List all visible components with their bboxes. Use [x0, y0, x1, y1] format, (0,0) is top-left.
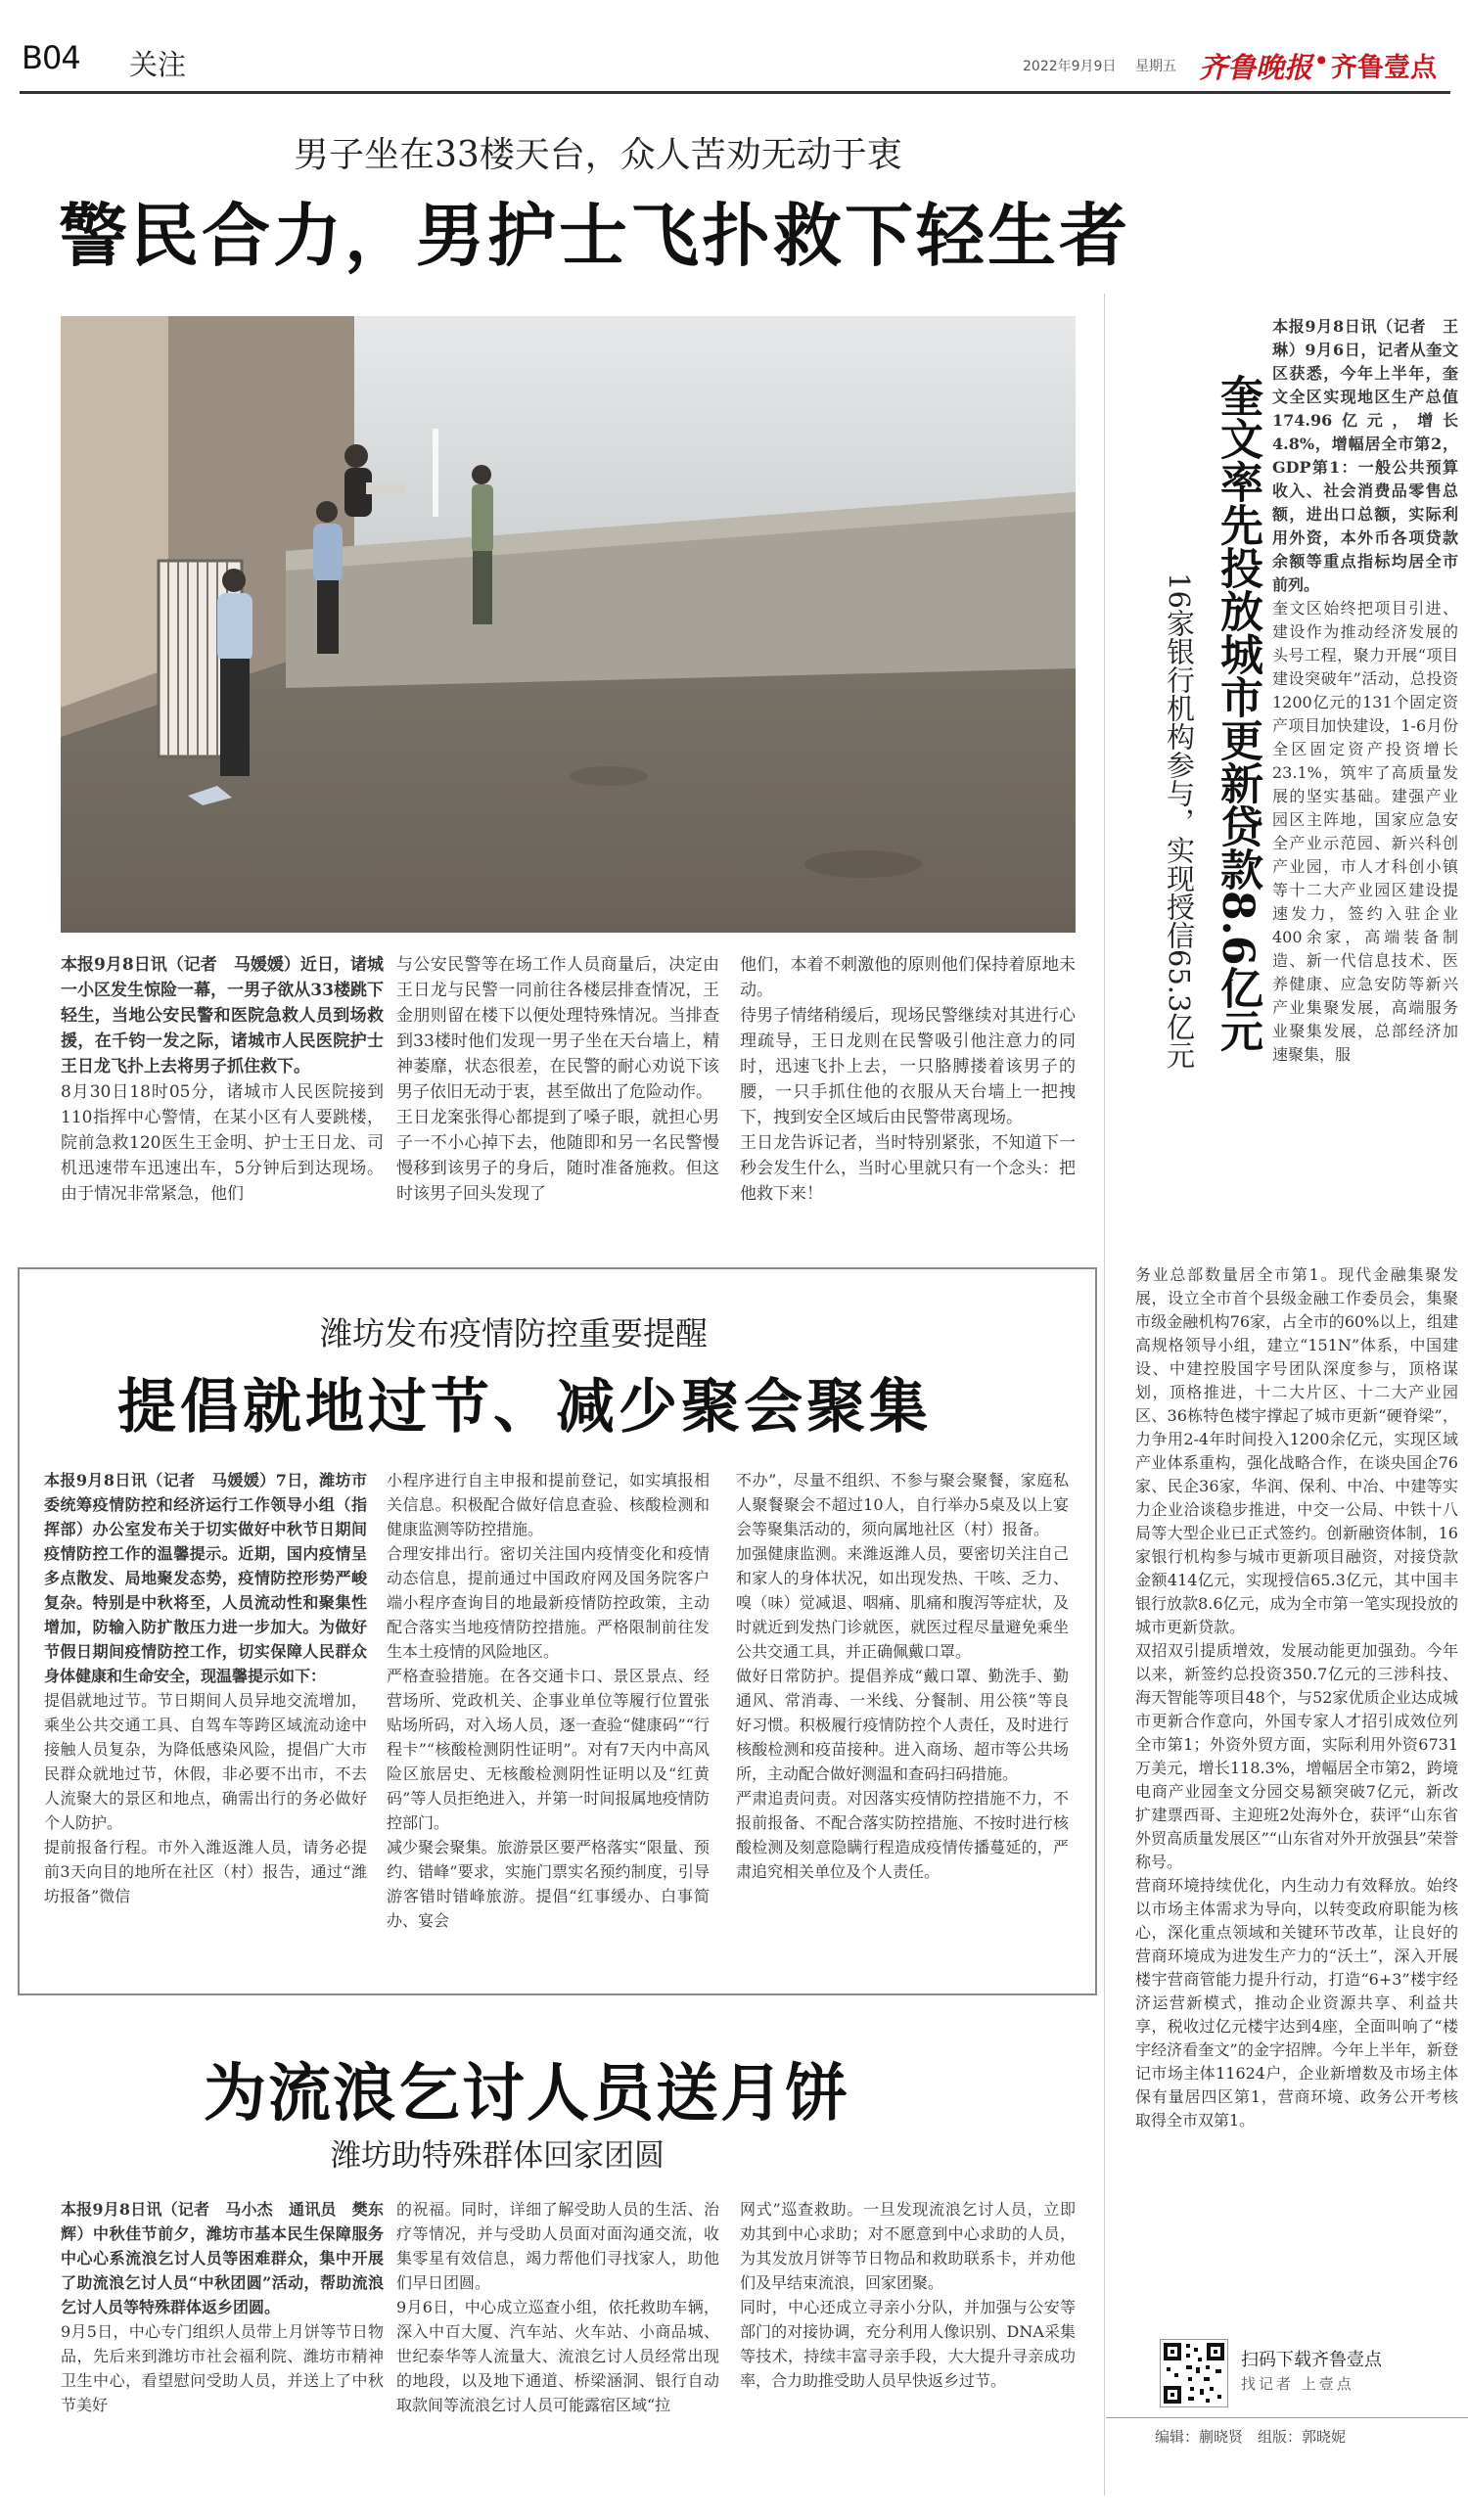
- issue-date: 2022年9月9日: [1023, 59, 1117, 74]
- story1-subtitle: 男子坐在33楼天台，众人苦劝无动于衷: [294, 135, 902, 175]
- story2-paragraph: 减少聚会聚集。旅游景区要严格落实“限量、预约、错峰”要求，实施门票实名预约制度，引导游客错时错峰旅游。提倡“红事缓办、白事简办、宴会: [387, 1838, 710, 1930]
- story2-column-1: [44, 1468, 367, 1908]
- story2-lead: 本报9月8日讯（记者 马媛媛）7日，潍坊市委统筹疫情防控和经济运行工作领导小组（指挥部）办公室发布关于切实做好中秋节日期间疫情防控工作的温馨提示。近期，国内疫情呈多点散发、局地聚发态势，疫情防控形势严峻复杂。特别是中秋将至，人员流动性和聚集性增加，防输入防扩散压力进一步加大。为做好节假日期间疫情防控工作，切实保障人民群众身体健康和生命安全，现温馨提示如下：: [44, 1471, 367, 1685]
- story4-paragraph: 双招双引提质增效，发展动能更加强劲。今年以来，新签约总投资350.7亿元的三涉科技、海天智能等项目48个，与52家优质企业达成城市更新合作意向，外国专家人才招引成效位列全市第1；外资外贸方面，实际利用外资6731万美元，增长118.3%，增幅居全市第2，跨境电商产业园奎文分园交易额突破7亿元，新改扩建票西哥、主迎班2处海外仓，获评“山东省外贸高质量发展区”“山东省对外开放强县”荣誉称号。: [1135, 1641, 1458, 1871]
- story1-paragraph: 8月30日18时05分，诸城市人民医院接到110指挥中心警情，在某小区有人要跳楼，院前急救120医生王金明、护士王日龙、司机迅速带车迅速出车，5分钟后到达现场。由于情况非常紧急，他们: [61, 1082, 384, 1204]
- story2-column-3: [736, 1468, 1069, 1884]
- qr-caption: 扫码下载齐鲁壹点: [1241, 2350, 1382, 2370]
- story2-paragraph: 小程序进行自主申报和提前登记，如实填报相关信息。积极配合做好信息查验、核酸检测和健康监测等防控措施。: [387, 1471, 710, 1538]
- story4-subtitle: 16家银行机构参与，实现授信65.3亿元: [1163, 573, 1196, 1070]
- page-number: B04: [22, 39, 80, 76]
- story1-paragraph: 王日龙案张得心都提到了嗓子眼，就担心男子一不小心掉下去，他随即和另一名民警慢慢移到该男子的身后，随时准备施救。但这时该男子回头发现了: [396, 1108, 719, 1204]
- issue-weekday: 星期五: [1135, 59, 1176, 74]
- section-label: 关注: [129, 48, 187, 81]
- story2-paragraph: 做好日常防护。提倡养成“戴口罩、勤洗手、勤通风、常消毒、一米线、分餐制、用公筷”等良好习惯。积极履行疫情防控个人责任，及时进行核酸检测和疫苗接种。进入商场、超市等公共场所，主动配合做好测温和查码扫码措施。: [736, 1667, 1069, 1783]
- story3-paragraph: 网式”巡查救助。一旦发现流浪乞讨人员，立即劝其到中心求助；对不愿意到中心求助的人员，为其发放月饼等节日物品和救助联系卡，并劝他们及早结束流浪，回家团聚。: [740, 2200, 1076, 2292]
- story3-column-1: [61, 2197, 384, 2417]
- story2-column-2: [387, 1468, 710, 1933]
- story4-headline: 奎文率先投放城市更新贷款8.6亿元: [1213, 374, 1262, 1052]
- story3-headline: 为流浪乞讨人员送月饼: [204, 2057, 849, 2131]
- story2-paragraph: 合理安排出行。密切关注国内疫情变化和疫情动态信息，提前通过中国政府网及国务院客户端小程序查询目的地最新疫情防控政策，主动配合落实当地疫情防控措施。严格限制前往发生本土疫情的风险地区。: [387, 1544, 710, 1661]
- qr-code-icon: [1161, 2340, 1227, 2406]
- story1-paragraph: 与公安民警等在场工作人员商量后，决定由王日龙与民警一同前往各楼层排查情况，王金朋则留在楼下以便处理特殊情况。当排查到33楼时他们发现一男子坐在天台墙上，精神萎靡，状态很差，在民警的耐心劝说下该男子依旧无动于衷，甚至做出了危险动作。: [396, 955, 719, 1102]
- story2-paragraph: 加强健康监测。来潍返潍人员，要密切关注自己和家人的身体状况，如出现发热、干咳、乏力、嗅（味）觉减退、咽痛、肌痛和腹泻等症状，及时就近到发热门诊就医，就医过程尽量避免乘坐公共交通工具，并正确佩戴口罩。: [736, 1544, 1069, 1661]
- editor-credit: 编辑：蒯晓贤 组版：郭晓妮: [1155, 2428, 1347, 2446]
- story1-headline: 警民合力，男护士飞扑救下轻生者: [59, 195, 1130, 276]
- story3-subtitle: 潍坊助特殊群体回家团圆: [331, 2138, 665, 2174]
- rooftop-rescue-photo: [61, 316, 1076, 933]
- story1-paragraph: 王日龙告诉记者，当时特别紧张，不知道下一秒会发生什么，当时心里就只有一个念头：把他救下来！: [740, 1133, 1076, 1204]
- page-header: [0, 0, 1468, 90]
- story2-paragraph: 提前报备行程。市外入潍返潍人员，请务必提前3天向目的地所在社区（村）报告，通过“潍坊报备”微信: [44, 1838, 367, 1905]
- story1-column-3: [740, 952, 1076, 1207]
- story3-paragraph: 同时，中心还成立寻亲小分队，并加强与公安等部门的对接协调，充分利用人像识别、DNA采集等技术，持续丰富寻亲手段，大大提升寻亲成功率，合力助推受助人员早快返乡过节。: [740, 2298, 1076, 2390]
- story4-paragraph: 奎文区始终把项目引进、建设作为推动经济发展的头号工程，聚力开展“项目建设突破年”活动，总投资1200亿元的131个固定资产项目加快建设，1-6月份全区固定资产投资增长23.1%，筑牢了高质量发展的坚实基础。建强产业园区主阵地，国家应急安全产业示范园、新兴科创产业园，市人才科创小镇等十二大产业园区建设提速发力，签约入驻企业400余家，高端装备制造、新一代信息技术、医养健康、应急安防等新兴产业集聚发展，高端服务业聚集发展，总部经济加速聚集，服: [1272, 599, 1458, 1064]
- story4-narrow-column: [1272, 315, 1458, 1067]
- story4-lead: 本报9月8日讯（记者 王琳）9月6日，记者从奎文区获悉，今年上半年，奎文全区实现地区生产总值174.96亿元，增长4.8%，增幅居全市第2，GDP第1：一般公共预算收入、社会消费品零售总额，进出口总额，实际利用外资，本外币各项贷款余额等重点指标均居全市前列。: [1272, 317, 1458, 594]
- footer-rule: [1106, 2417, 1468, 2418]
- story1-paragraph: 待男子情绪稍缓后，现场民警继续对其进行心理疏导，王日龙则在民警吸引他注意力的同时，迅速飞扑上去，一只胳膊搂着该男子的腰，一只手抓住他的衣服从天台墙上一把拽下，拽到安全区域后由民警带离现场。: [740, 1006, 1076, 1127]
- column-divider: [1104, 294, 1105, 2496]
- news-photo: [61, 316, 1076, 933]
- app-logo: 齐鲁壹点: [1331, 53, 1437, 83]
- story1-paragraph: 他们，本着不刺激他的原则他们保持着原地未动。: [740, 955, 1076, 1000]
- header-rule: [20, 91, 1450, 94]
- qr-code[interactable]: [1160, 2339, 1228, 2407]
- story4-wide-column: [1135, 1263, 1458, 2132]
- logo-separator: •: [1313, 45, 1330, 77]
- story2-paragraph: 严肃追责问责。对因落实疫情防控措施不力，不报前报备、不配合落实防控措施、不按时进行核酸检测及刻意隐瞒行程造成疫情传播蔓延的，严肃追究相关单位及个人责任。: [736, 1789, 1069, 1881]
- story2-subtitle: 潍坊发布疫情防控重要提醒: [320, 1314, 708, 1352]
- story1-column-2: [396, 952, 719, 1207]
- story3-lead: 本报9月8日讯（记者 马小杰 通讯员 樊东辉）中秋佳节前夕，潍坊市基本民生保障服务中心心系流浪乞讨人员等困难群众，集中开展了助流浪乞讨人员“中秋团圆”活动，帮助流浪乞讨人员等特殊群体返乡团圆。: [61, 2200, 384, 2316]
- story3-column-3: [740, 2197, 1076, 2393]
- story1-column-1: [61, 952, 384, 1207]
- story2-paragraph: 提倡就地过节。节日期间人员异地交流增加，乘坐公共交通工具、自驾车等跨区域流动途中接触人员复杂，为降低感染风险，提倡广大市民群众就地过节，休假，非必要不出市，不去人流聚大的景区和地点，确需出行的务必做好个人防护。: [44, 1691, 367, 1832]
- story3-paragraph: 9月6日，中心成立巡查小组，依托救助车辆，深入中百大厦、汽车站、火车站、小商品城、世纪泰华等人流量大、流浪乞讨人员经常出现的地段，以及地下通道、桥梁涵洞、银行自动取款间等流浪乞讨人员可能露宿区域“拉: [396, 2298, 719, 2414]
- story1-lead: 本报9月8日讯（记者 马媛媛）近日，诸城一小区发生惊险一幕，一男子欲从33楼跳下轻生，当地公安民警和医院急救人员到场救援，在千钧一发之际，诸城市人民医院护士王日龙飞扑上去将男子抓住救下。: [61, 955, 384, 1077]
- story4-paragraph: 务业总部数量居全市第1。现代金融集聚发展，设立全市首个县级金融工作委员会，集聚市级金融机构76家，占全市的60%以上，组建高规格领导小组，建立“151N”体系，中国建设、中建控股国字号团队深度参与，顶格谋划，顶格推进，十二大片区、十二大产业园区、36栋特色楼宇撑起了城市更新“硬脊梁”，力争用2-4年时间投入1200余亿元，实现区域产业体系重构，强化战略合作，在谈央国企76家、民企36家，华润、保利、中冶、中建等实力企业洽谈稳步推进，中交一公局、中铁十八局等大型企业已正式签约。创新融资体制，16家银行机构参与城市更新项目融资，对接贷款金额414亿元，实现授信65.3亿元，其中国丰银行放款8.6亿元，成为全市第一笔实现投放的城市更新贷款。: [1135, 1265, 1458, 1636]
- qr-slogan: 找记者 上壹点: [1241, 2375, 1354, 2393]
- story3-paragraph: 9月5日，中心专门组织人员带上月饼等节日物品，先后来到潍坊市社会福利院、潍坊市精神卫生中心，看望慰问受助人员，并送上了中秋节美好: [61, 2322, 384, 2414]
- story3-column-2: [396, 2197, 719, 2417]
- story2-headline: 提倡就地过节、减少聚会聚集: [117, 1373, 932, 1442]
- story4-paragraph: 营商环境持续优化，内生动力有效释放。始终以市场主体需求为导向，以转变政府职能为核心，深化重点领域和关键环节改革，让良好的营商环境成为进发生产力的“沃土”，深入开展楼宇营商管能力提升行动，打造“6+3”楼宇经济运营新模式，推动企业资源共享、利益共享，税收过亿元楼宇达到4座，全面叫响了“楼宇经济看奎文”的金字招牌。今年上半年，新登记市场主体11624户，企业新增数及市场主体保有量居四区第1，营商环境、政务公开考核取得全市双第1。: [1135, 1876, 1458, 2130]
- story3-paragraph: 的祝福。同时，详细了解受助人员的生活、治疗等情况，并与受助人员面对面沟通交流，收集零星有效信息，竭力帮他们寻找家人，助他们早日团圆。: [396, 2200, 719, 2292]
- story2-paragraph: 严格查验措施。在各交通卡口、景区景点、经营场所、党政机关、企事业单位等履行位置张贴场所码，对入场人员，逐一查验“健康码”“行程卡”“核酸检测阴性证明”。对有7天内中高风险区旅居史、无核酸检测阴性证明以及“红黄码”等人员拒绝进入，并第一时间报属地疫情防控部门。: [387, 1667, 710, 1832]
- story2-paragraph: 不办”，尽量不组织、不参与聚会聚餐，家庭私人聚餐聚会不超过10人，自行举办5桌及以上宴会等聚集活动的，须向属地社区（村）报备。: [736, 1471, 1069, 1538]
- newspaper-logo: 齐鲁晚报: [1199, 51, 1313, 84]
